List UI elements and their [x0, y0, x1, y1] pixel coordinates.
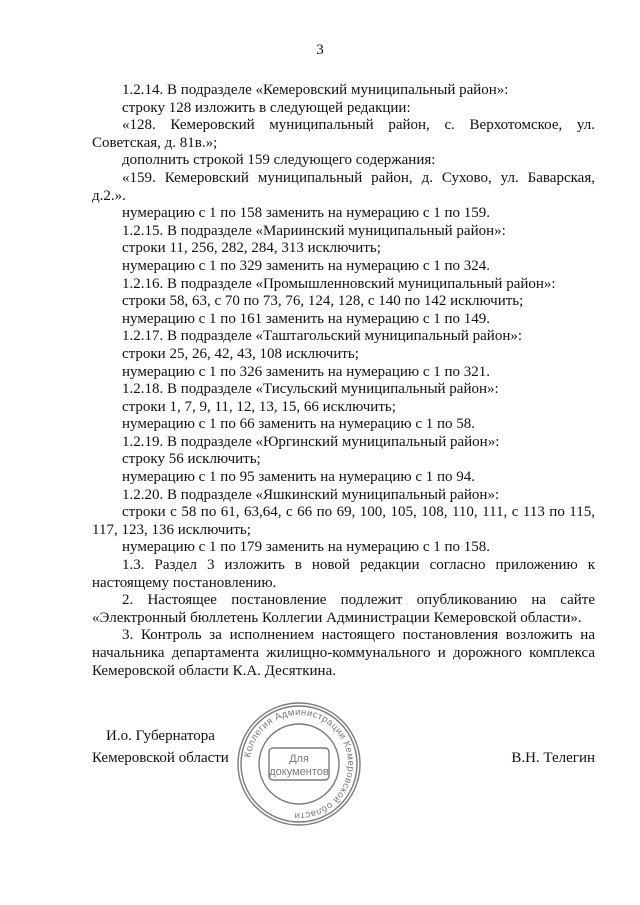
stamp-center-line2: документов [269, 766, 329, 778]
official-stamp [235, 700, 363, 828]
paragraph: 2. Настоящее постановление подлежит опубликованию на сайте «Электронный бюллетень Коллегии Администрации Кемеровской области». [92, 592, 595, 626]
stamp-center-line1: Для [289, 753, 309, 765]
paragraph: дополнить строкой 159 следующего содержания: [122, 152, 436, 169]
signature-block [92, 706, 595, 845]
paragraph: нумерацию с 1 по 179 заменить на нумерацию с 1 по 158. [122, 539, 491, 556]
paragraph: строки 25, 26, 42, 43, 108 исключить; [122, 345, 359, 362]
signatory-title [92, 725, 229, 769]
signatory-name: В.Н. Телегин [511, 750, 595, 766]
paragraph: строки с 58 по 61, 63,64, с 66 по 69, 100, 105, 108, 110, 111, с 113 по 115, 117, 123, 136 исключить; [92, 504, 595, 538]
paragraph: 1.2.15. В подразделе «Мариинский муниципальный район»: [122, 222, 506, 239]
paragraph: 1.2.18. В подразделе «Тисульский муниципальный район»: [122, 381, 499, 398]
paragraph: 1.2.17. В подразделе «Таштагольский муниципальный район»: [122, 328, 523, 345]
signatory-title-line2: Кемеровской области [92, 750, 229, 766]
paragraph: нумерацию с 1 по 66 заменить на нумерацию с 1 по 58. [122, 416, 476, 433]
paragraph: нумерацию с 1 по 326 заменить на нумерацию с 1 по 321. [122, 363, 491, 380]
paragraph: нумерацию с 1 по 158 заменить на нумерацию с 1 по 159. [122, 205, 491, 222]
paragraph: строку 56 исключить; [122, 451, 261, 468]
page-number: 3 [316, 42, 324, 58]
paragraph: 1.3. Раздел 3 изложить в новой редакции согласно приложению к настоящему постановлению. [92, 557, 595, 591]
paragraph: 1.2.20. В подразделе «Яшкинский муниципальный район»: [122, 486, 500, 503]
paragraph: 1.2.16. В подразделе «Промышленновский муниципальный район»: [122, 275, 556, 292]
paragraph: строки 58, 63, с 70 по 73, 76, 124, 128, с 140 по 142 исключить; [122, 293, 524, 310]
paragraph: строки 1, 7, 9, 11, 12, 13, 15, 66 исключить; [122, 398, 396, 415]
paragraph: «128. Кемеровский муниципальный район, с. Верхотомское, ул. Советская, д. 81в.»; [92, 117, 595, 151]
paragraph: 1.2.14. В подразделе «Кемеровский муниципальный район»: [122, 82, 509, 98]
paragraph: строки 11, 256, 282, 284, 313 исключить; [122, 240, 381, 257]
paragraph: 3. Контроль за исполнением настоящего постановления возложить на начальника департамента жилищно-коммунального и дорожного комплекса Кемеровской области К.А. Десяткина. [92, 627, 595, 679]
signatory-title-line1: И.о. Губернатора [106, 728, 215, 744]
document-body [92, 82, 595, 680]
paragraph: нумерацию с 1 по 95 заменить на нумерацию с 1 по 94. [122, 469, 476, 486]
stamp-ring-text: Коллегия Администрации Кемеровской области [242, 706, 357, 822]
paragraph: «159. Кемеровский муниципальный район, д. Сухово, ул. Баварская, д.2.». [92, 169, 595, 204]
paragraph: 1.2.19. В подразделе «Юргинский муниципальный район»: [122, 433, 500, 450]
paragraph: нумерацию с 1 по 329 заменить на нумерацию с 1 по 324. [122, 257, 491, 274]
paragraph: нумерацию с 1 по 161 заменить на нумерацию с 1 по 149. [122, 310, 491, 327]
paragraph: строку 128 изложить в следующей редакции: [122, 99, 411, 116]
